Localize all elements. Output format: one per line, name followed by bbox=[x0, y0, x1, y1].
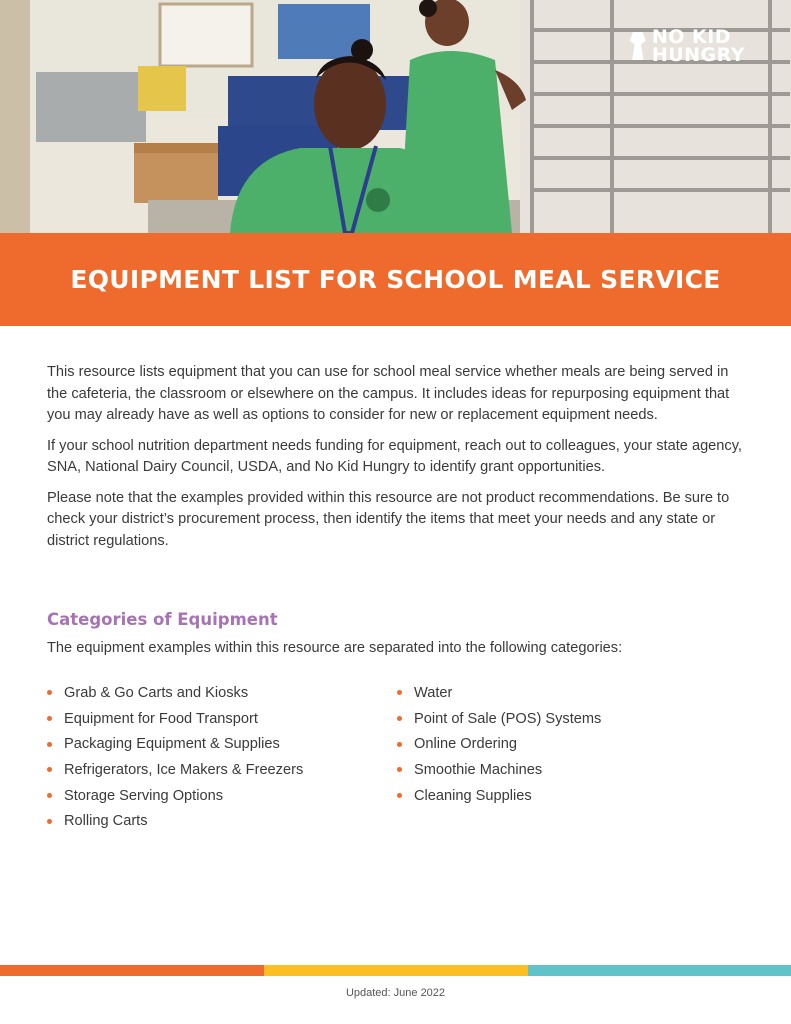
bullet-icon bbox=[397, 690, 402, 695]
bullet-icon bbox=[47, 793, 52, 798]
list-item bbox=[47, 808, 303, 834]
list-item bbox=[47, 680, 303, 706]
list-item bbox=[397, 680, 601, 706]
updated-date: Updated: June 2022 bbox=[345, 987, 446, 999]
bullet-icon bbox=[47, 767, 52, 772]
list-item bbox=[47, 706, 303, 732]
list-item-label: Smoothie Machines bbox=[414, 761, 543, 778]
list-item bbox=[47, 731, 303, 757]
bullet-icon bbox=[397, 767, 402, 772]
logo-person-icon bbox=[630, 32, 646, 60]
intro-paragraph-3: Please note that the examples provided within this resource are not product recommendations. Be sure to check your district’s procurement process, then identify the items that meet your needs and any state or district regulations. bbox=[47, 489, 730, 549]
bullet-icon bbox=[47, 690, 52, 695]
footer-stripe-orange bbox=[0, 965, 264, 976]
intro-section bbox=[47, 362, 752, 561]
list-item-label: Equipment for Food Transport bbox=[64, 710, 258, 727]
list-item-label: Cleaning Supplies bbox=[414, 787, 532, 804]
list-item-label: Water bbox=[414, 684, 453, 701]
bullet-icon bbox=[397, 742, 402, 747]
list-item bbox=[47, 783, 303, 809]
list-item bbox=[47, 757, 303, 783]
list-item bbox=[397, 783, 601, 809]
bullet-icon bbox=[47, 819, 52, 824]
bullet-icon bbox=[47, 742, 52, 747]
footer-stripe-yellow bbox=[264, 965, 528, 976]
page-title: EQUIPMENT LIST FOR SCHOOL MEAL SERVICE bbox=[70, 265, 721, 294]
categories-intro: The equipment examples within this resource are separated into the following categories: bbox=[47, 640, 623, 656]
list-item-label: Point of Sale (POS) Systems bbox=[414, 710, 602, 727]
list-item-label: Packaging Equipment & Supplies bbox=[64, 736, 280, 753]
title-banner bbox=[0, 233, 791, 326]
list-item-label: Rolling Carts bbox=[64, 813, 148, 830]
list-item-label: Storage Serving Options bbox=[64, 787, 223, 804]
list-item bbox=[397, 706, 601, 732]
category-list-left bbox=[47, 680, 303, 834]
list-item bbox=[397, 731, 601, 757]
logo-line-2: HUNGRY bbox=[651, 44, 745, 67]
list-item-label: Refrigerators, Ice Makers & Freezers bbox=[64, 761, 304, 778]
list-item-label: Grab & Go Carts and Kiosks bbox=[64, 684, 249, 701]
no-kid-hungry-logo bbox=[630, 26, 745, 67]
list-item bbox=[397, 757, 601, 783]
logo-line-1: NO KID bbox=[651, 26, 732, 48]
list-item-label: Online Ordering bbox=[414, 736, 518, 753]
bullet-icon bbox=[47, 716, 52, 721]
footer-stripe-teal bbox=[528, 965, 791, 976]
intro-paragraph-1: This resource lists equipment that you can use for school meal service whether meals are being served in the cafeteria, the classroom or elsewhere on the campus. It includes ideas for repurposing equipment that you may already have as well as options to consider for new or replacement equipment needs. bbox=[47, 364, 730, 423]
hero-photo bbox=[0, 0, 791, 233]
bullet-icon bbox=[397, 716, 402, 721]
categories-heading: Categories of Equipment bbox=[47, 610, 278, 629]
intro-paragraph-2: If your school nutrition department needs funding for equipment, reach out to colleagues, your state agency, SNA, National Dairy Council, USDA, and No Kid Hungry to identify grant opportunities. bbox=[47, 437, 742, 475]
category-list-right bbox=[397, 680, 601, 808]
bullet-icon bbox=[397, 793, 402, 798]
